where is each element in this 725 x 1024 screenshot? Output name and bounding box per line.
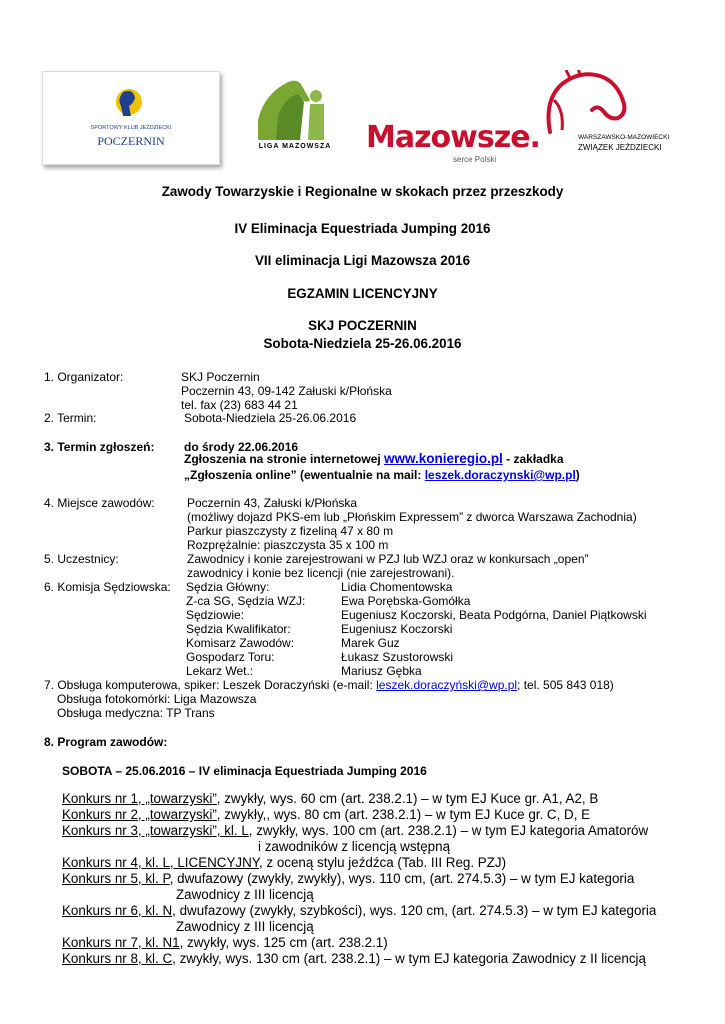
liga-mazowsza-logo: [254, 76, 336, 154]
obsluga-medyczna: Obsługa medyczna: TP Trans: [57, 706, 215, 720]
konkurs-title: Konkurs nr 2, „towarzyski”: [62, 807, 217, 822]
konkurs-item: [62, 823, 648, 838]
poczernin-logo: [42, 71, 220, 165]
konkurs-desc: , zwykły, wys. 125 cm (art. 238.2.1): [179, 935, 388, 950]
termin-label: 2. Termin:: [44, 411, 97, 425]
konkurs-desc: , zwykły,, wys. 80 cm (art. 238.2.1) – w tym EJ Kuce gr. C, D, E: [216, 807, 591, 822]
organizer-name: SKJ Poczernin: [181, 370, 260, 384]
horse-rider-icon: [254, 76, 336, 142]
poczernin-logo-line2: POCZERNIN: [97, 134, 165, 148]
konkurs-desc: , dwufazowy (zwykły, szybkości), wys. 120 cm, (art. 274.5.3) – w tym EJ kategoria: [172, 903, 657, 918]
title-equestriada: IV Eliminacja Equestriada Jumping 2016: [234, 221, 491, 236]
title-zawody: Zawody Towarzyskie i Regionalne w skokach przez przeszkody: [161, 184, 564, 199]
komisja-name: Eugeniusz Koczorski: [341, 622, 453, 636]
liga-mazowsza-text: LIGA MAZOWSZA: [258, 143, 332, 150]
wzj-logo: [540, 70, 688, 156]
konkurs-continuation: Zawodnicy z III licencją: [176, 919, 314, 934]
konkurs-item: [62, 807, 590, 822]
mazowsze-wordmark: Mazowsze.: [366, 120, 540, 155]
komisja-name: Lidia Chomentowska: [341, 580, 453, 594]
mazowsze-tagline: serce Polski: [453, 155, 497, 164]
konkurs-item: [62, 871, 634, 886]
komisja-name: Ewa Porębska-Gomółka: [341, 594, 471, 608]
komisja-role: Komisarz Zawodów:: [186, 636, 295, 650]
konkurs-title: Konkurs nr 7, kl. N1: [62, 935, 180, 950]
miejsce-rozprezalnie: Rozprężalnie: piaszczysta 35 x 100 m: [187, 538, 389, 552]
komisja-label: 6. Komisja Sędziowska:: [44, 580, 171, 594]
komisja-name: Mariusz Gębka: [341, 664, 422, 678]
mazowsze-logo: [366, 120, 540, 164]
komisja-name: Eugeniusz Koczorski, Beata Podgórna, Daniel Piątkowski: [341, 608, 647, 622]
konkurs-item: [62, 791, 598, 806]
komisja-role: Z-ca SG, Sędzia WZJ:: [186, 594, 306, 608]
uczestnicy-line1: Zawodnicy i konie zarejestrowani w PZJ lub WZJ oraz w konkursach „open”: [187, 552, 589, 566]
zgloszenia-line2: [184, 452, 564, 466]
konkurs-item: [62, 935, 388, 950]
miejsce-label: 4. Miejsce zawodów:: [44, 496, 155, 510]
komisja-role: Sędzia Główny:: [186, 580, 270, 594]
komisja-name: Łukasz Szustorowski: [341, 650, 454, 664]
organizer-label: 1. Organizator:: [44, 370, 124, 384]
horse-outline-icon: [540, 70, 640, 136]
komisja-name: Marek Guz: [341, 636, 400, 650]
konkurs-title: Konkurs nr 1, „towarzyski”: [62, 791, 217, 806]
zgloszenia-online-text: „Zgłoszenia online” (ewentualnie na mail:: [184, 468, 425, 482]
email-link-spiker[interactable]: leszek.doraczyński@wp.pl: [376, 678, 518, 692]
konkurs-desc: , zwykły, wys. 100 cm (art. 238.2.1) – w tym EJ kategoria Amatorów: [248, 823, 649, 838]
uczestnicy-label: 5. Uczestnicy:: [44, 552, 119, 566]
konkurs-continuation: i zawodników z licencją wstępną: [258, 839, 451, 854]
konkurs-title: Konkurs nr 4, kl. L, LICENCYJNY: [62, 855, 259, 870]
komisja-role: Sędzia Kwalifikator:: [186, 622, 291, 636]
wzj-line1: WARSZAWSKO-MAZOWIECKI: [578, 134, 670, 141]
program-label: 8. Program zawodów:: [44, 735, 168, 749]
email-link-doraczynski[interactable]: leszek.doraczynski@wp.pl: [424, 468, 576, 482]
zgloszenia-line3: [184, 468, 580, 482]
konkurs-title: Konkurs nr 8, kl. C: [62, 951, 173, 966]
zgloszenia-text: Zgłoszenia na stronie internetowej: [184, 452, 385, 466]
konieregio-link[interactable]: www.konieregio.pl: [384, 451, 503, 466]
title-egzamin: EGZAMIN LICENCYJNY: [287, 286, 438, 301]
konkurs-item: [62, 903, 656, 918]
konkurs-item: [62, 855, 506, 870]
konkurs-title: Konkurs nr 5, kl. P: [62, 871, 170, 886]
komisja-role: Gospodarz Toru:: [186, 650, 275, 664]
obsluga-komputerowa: [44, 678, 614, 692]
wzj-line2: ZWIĄZEK JEŹDZIECKI: [578, 143, 662, 152]
title-liga: VII eliminacja Ligi Mazowsza 2016: [254, 253, 471, 268]
obsluga-phone: ; tel. 505 843 018): [517, 678, 614, 692]
miejsce-address: Poczernin 43, Załuski k/Płońska: [187, 496, 358, 510]
program-day: SOBOTA – 25.06.2016 – IV eliminacja Equestriada Jumping 2016: [62, 764, 427, 778]
zgloszenia-label: 3. Termin zgłoszeń:: [44, 440, 155, 454]
konkurs-desc: , zwykły, wys. 60 cm (art. 238.2.1) – w tym EJ Kuce gr. A1, A2, B: [216, 791, 599, 806]
zgloszenia-tab-text: - zakładka: [502, 452, 564, 466]
title-date: Sobota-Niedziela 25-26.06.2016: [263, 336, 462, 351]
konkurs-title: Konkurs nr 3, „towarzyski”, kl. L: [62, 823, 249, 838]
konkurs-continuation: Zawodnicy z III licencją: [176, 887, 314, 902]
miejsce-dojazd: (możliwy dojazd PKS-em lub „Płońskim Expressem” z dworca Warszawa Zachodnia): [187, 510, 637, 524]
obsluga-fotokomorki: Obsługa fotokomórki: Liga Mazowsza: [57, 692, 257, 706]
termin-value: Sobota-Niedziela 25-26.06.2016: [184, 411, 357, 425]
obsluga-text: 7. Obsługa komputerowa, spiker: Leszek Doraczyński (e-mail:: [44, 678, 377, 692]
organizer-address: Poczernin 43, 09-142 Załuski k/Płońska: [181, 384, 392, 398]
zgloszenia-close: ): [575, 468, 580, 482]
komisja-role: Sędziowie:: [186, 608, 245, 622]
zgloszenia-deadline: do środy 22.06.2016: [184, 440, 299, 454]
organizer-phone: tel. fax (23) 683 44 21: [181, 398, 298, 412]
konkurs-desc: , z oceną stylu jeźdźca (Tab. III Reg. PZJ): [258, 855, 507, 870]
miejsce-parkur: Parkur piaszczysty z fizeliną 47 x 80 m: [187, 524, 394, 538]
konkurs-item: [62, 951, 646, 966]
uczestnicy-line2: zawodnicy i konie bez licencji (nie zarejestrowani).: [187, 566, 455, 580]
title-skj: SKJ POCZERNIN: [308, 318, 417, 333]
konkurs-title: Konkurs nr 6, kl. N: [62, 903, 173, 918]
konkurs-desc: , zwykły, wys. 130 cm (art. 238.2.1) – w tym EJ kategoria Zawodnicy z II licencją: [172, 951, 646, 966]
konkurs-desc: , dwufazowy (zwykły, zwykły), wys. 110 cm, (art. 274.5.3) – w tym EJ kategoria: [169, 871, 635, 886]
horse-head-icon: [43, 72, 219, 164]
komisja-role: Lekarz Wet.:: [186, 664, 254, 678]
poczernin-logo-line1: SPORTOWY KLUB JEŹDZIECKI: [90, 125, 172, 131]
